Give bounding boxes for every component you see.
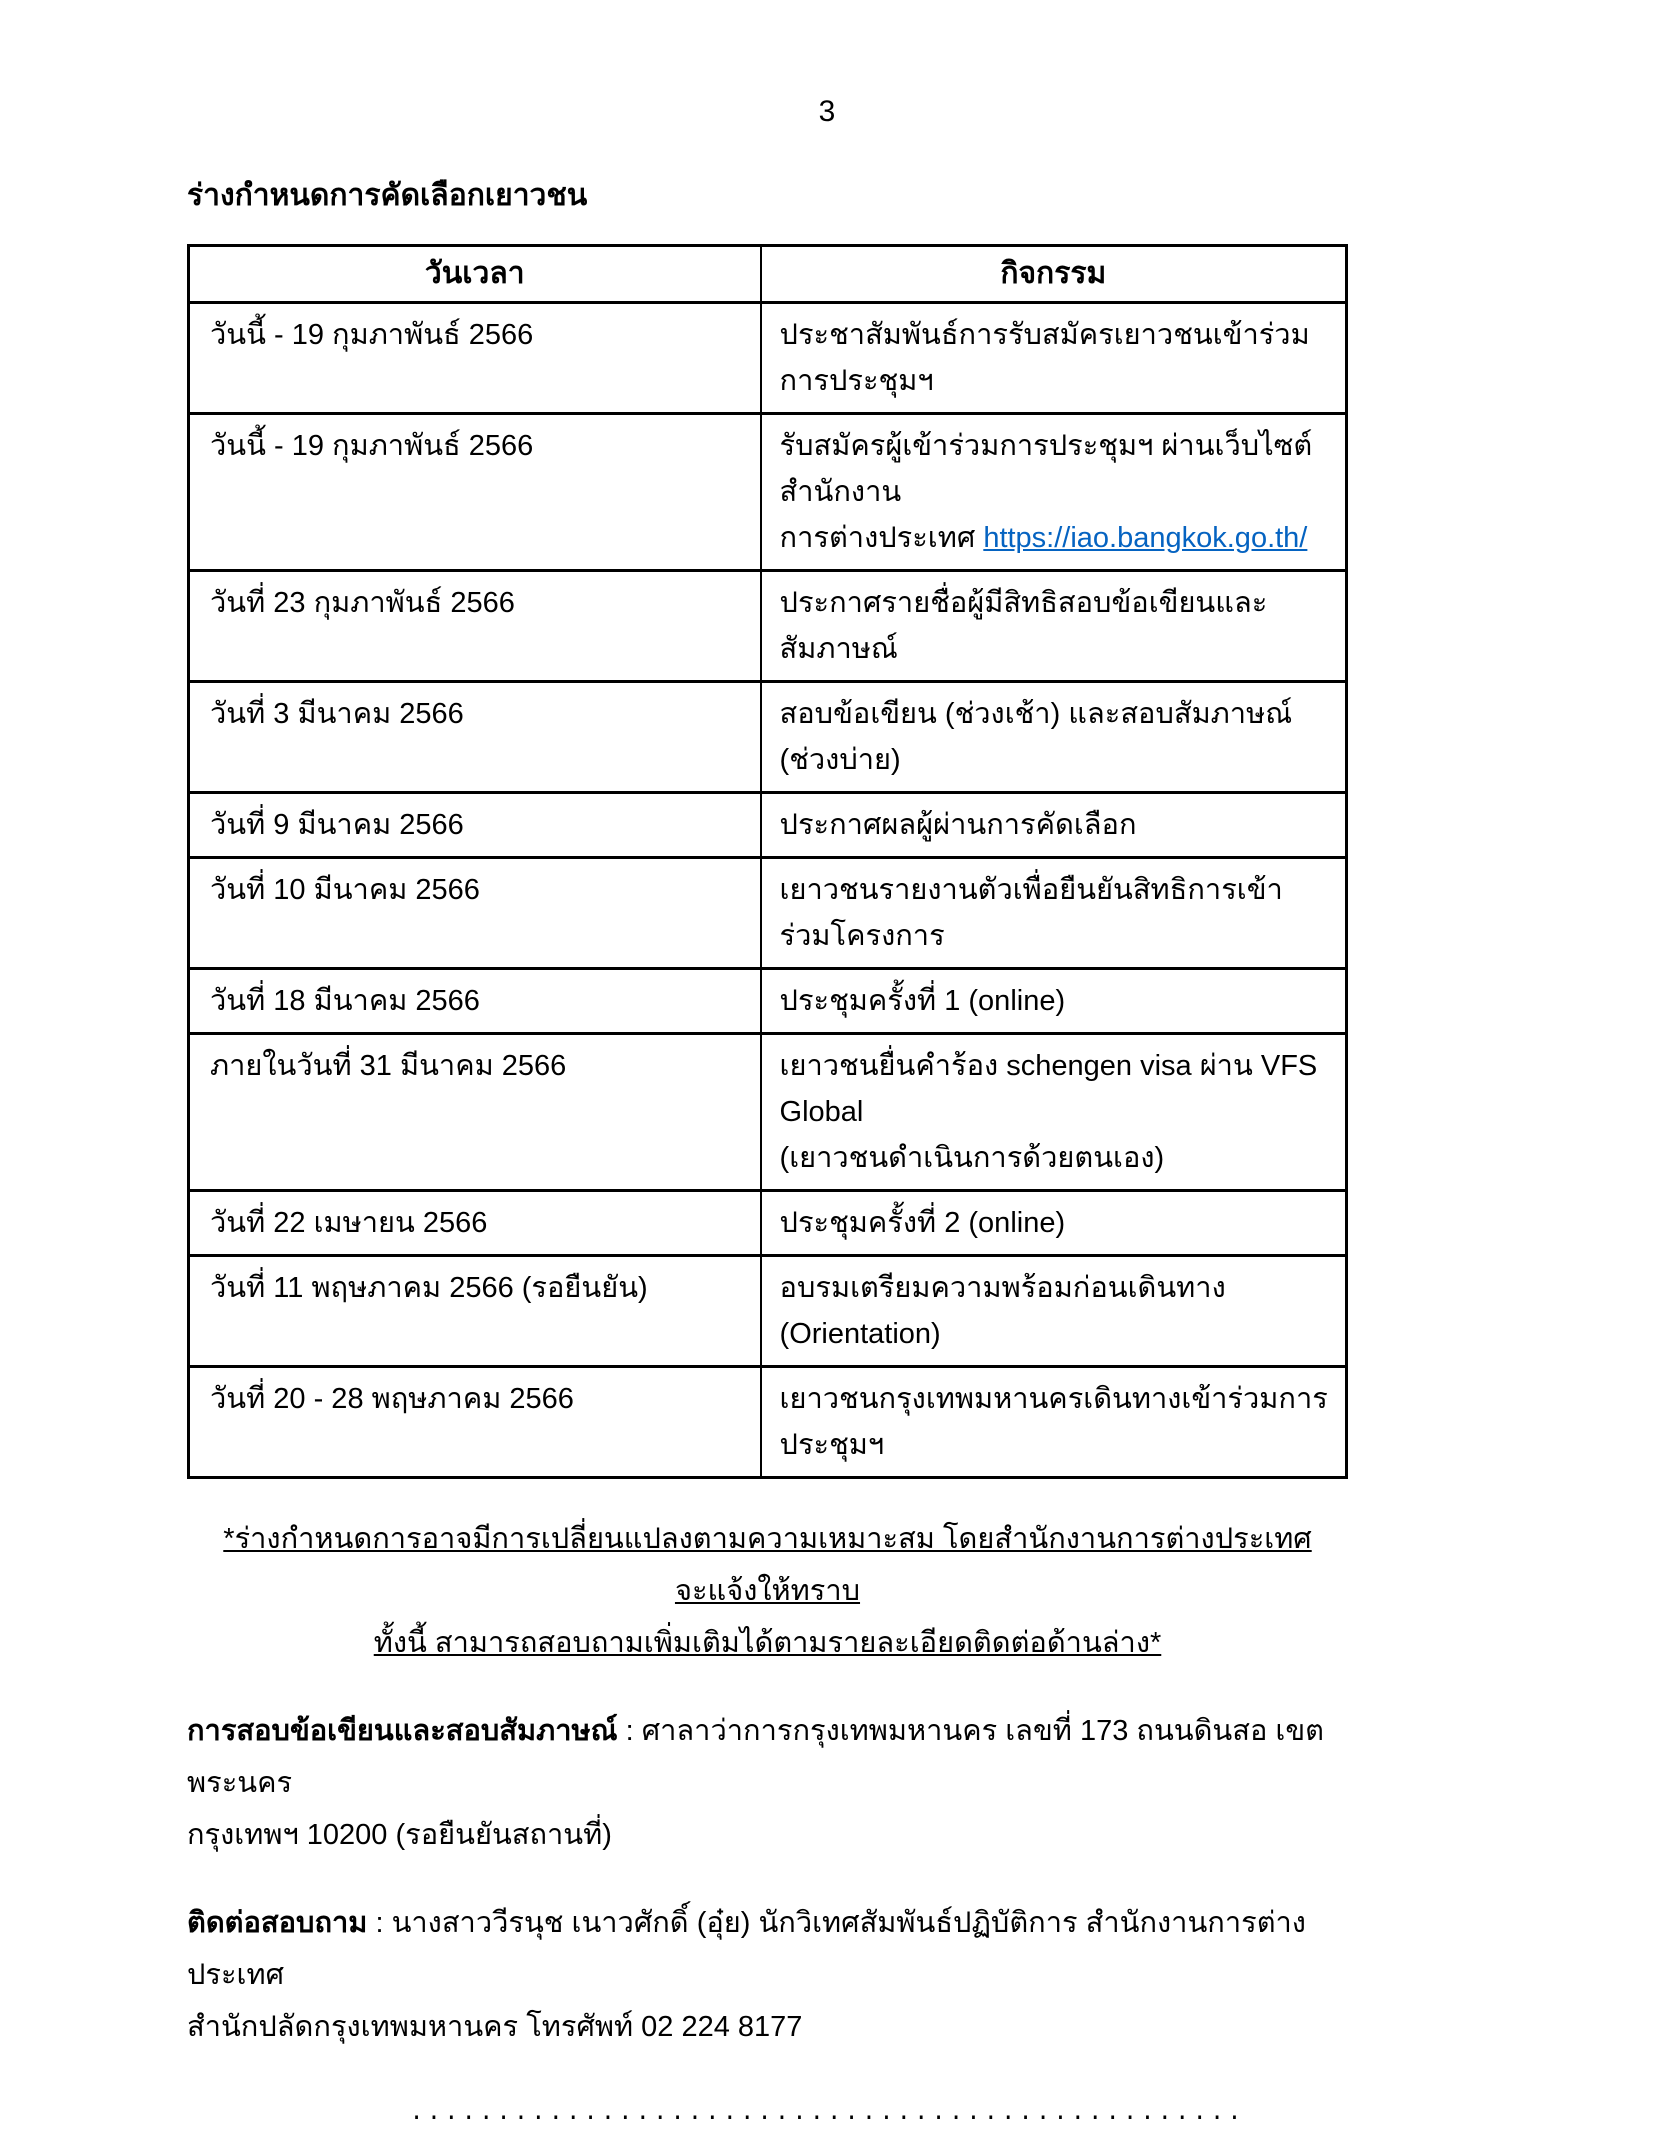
date-cell: วันที่ 11 พฤษภาคม 2566 (รอยืนยัน) [189,1256,761,1367]
date-cell: วันที่ 9 มีนาคม 2566 [189,793,761,858]
contact-paragraph [187,1897,1348,2053]
activity-cell: อบรมเตรียมความพร้อมก่อนเดินทาง (Orientation) [761,1256,1347,1367]
table-row [189,414,1347,571]
activity-cell: ประกาศผลผู้ผ่านการคัดเลือก [761,793,1347,858]
page-number: 3 [818,95,836,128]
contact-text: : นางสาววีรนุช เนาวศักดิ์ (อุ๋ย) นักวิเทศสัมพันธ์ปฏิบัติการ สำนักงานการต่างประเทศ [187,1907,1306,1991]
table-row [189,571,1347,682]
table-row [189,1256,1347,1367]
table-row [189,1191,1347,1256]
contact-label: ติดต่อสอบถาม [187,1907,368,1939]
activity-text-line2: (เยาวชนดำเนินการด้วยตนเอง) [779,1142,1165,1174]
table-header-row [189,246,1347,303]
date-cell: วันนี้ - 19 กุมภาพันธ์ 2566 [189,303,761,414]
exam-location-text-line2: กรุงเทพฯ 10200 (รอยืนยันสถานที่) [187,1819,612,1851]
activity-cell: ประชุมครั้งที่ 2 (online) [761,1191,1347,1256]
table-row [189,1367,1347,1478]
date-cell: วันที่ 22 เมษายน 2566 [189,1191,761,1256]
activity-text-line1: รับสมัครผู้เข้าร่วมการประชุมฯ ผ่านเว็บไซต์สำนักงาน [779,430,1313,508]
date-cell: วันที่ 20 - 28 พฤษภาคม 2566 [189,1367,761,1478]
table-row [189,858,1347,969]
activity-cell [761,414,1347,571]
date-cell: ภายในวันที่ 31 มีนาคม 2566 [189,1034,761,1191]
date-cell: วันที่ 10 มีนาคม 2566 [189,858,761,969]
activity-text-line1: เยาวชนยื่นคำร้อง schengen visa ผ่าน VFS Global [779,1050,1318,1128]
activity-cell: ประชาสัมพันธ์การรับสมัครเยาวชนเข้าร่วมการประชุมฯ [761,303,1347,414]
contact-text-line2: สำนักปลัดกรุงเทพมหานคร โทรศัพท์ 02 224 8177 [187,2011,803,2043]
exam-location-text: : ศาลาว่าการกรุงเทพมหานคร เลขที่ 173 ถนนดินสอ เขตพระนคร [187,1715,1324,1799]
date-cell: วันนี้ - 19 กุมภาพันธ์ 2566 [189,414,761,571]
note-line-2: ทั้งนี้ สามารถสอบถามเพิ่มเติมได้ตามรายละเอียดติดต่อด้านล่าง* [373,1627,1162,1659]
activity-cell: ประกาศรายชื่อผู้มีสิทธิสอบข้อเขียนและสัมภาษณ์ [761,571,1347,682]
schedule-table [187,244,1348,1479]
date-cell: วันที่ 23 กุมภาพันธ์ 2566 [189,571,761,682]
note-line-1: *ร่างกำหนดการอาจมีการเปลี่ยนแปลงตามความเหมาะสม โดยสำนักงานการต่างประเทศจะแจ้งให้ทราบ [223,1523,1312,1607]
activity-cell: สอบข้อเขียน (ช่วงเช้า) และสอบสัมภาษณ์ (ช่วงบ่าย) [761,682,1347,793]
activity-cell: เยาวชนกรุงเทพมหานครเดินทางเข้าร่วมการประชุมฯ [761,1367,1347,1478]
header-cell-activity: กิจกรรม [761,246,1347,303]
website-link[interactable]: https://iao.bangkok.go.th/ [983,522,1308,554]
section-title: ร่างกำหนดการคัดเลือกเยาวชน [187,179,588,212]
table-row [189,1034,1347,1191]
activity-cell [761,1034,1347,1191]
activity-text-line2: การต่างประเทศ [779,522,984,554]
document-content [187,174,1348,2053]
table-row [189,303,1347,414]
date-cell: วันที่ 18 มีนาคม 2566 [189,969,761,1034]
header-cell-date: วันเวลา [189,246,761,303]
activity-cell: เยาวชนรายงานตัวเพื่อยืนยันสิทธิการเข้าร่วมโครงการ [761,858,1347,969]
schedule-note [187,1513,1348,1669]
activity-cell: ประชุมครั้งที่ 1 (online) [761,969,1347,1034]
dotted-separator: ................................................ [409,2100,1245,2127]
table-row [189,793,1347,858]
table-row [189,969,1347,1034]
exam-location-paragraph [187,1705,1348,1861]
date-cell: วันที่ 3 มีนาคม 2566 [189,682,761,793]
table-row [189,682,1347,793]
exam-location-label: การสอบข้อเขียนและสอบสัมภาษณ์ [187,1715,618,1747]
